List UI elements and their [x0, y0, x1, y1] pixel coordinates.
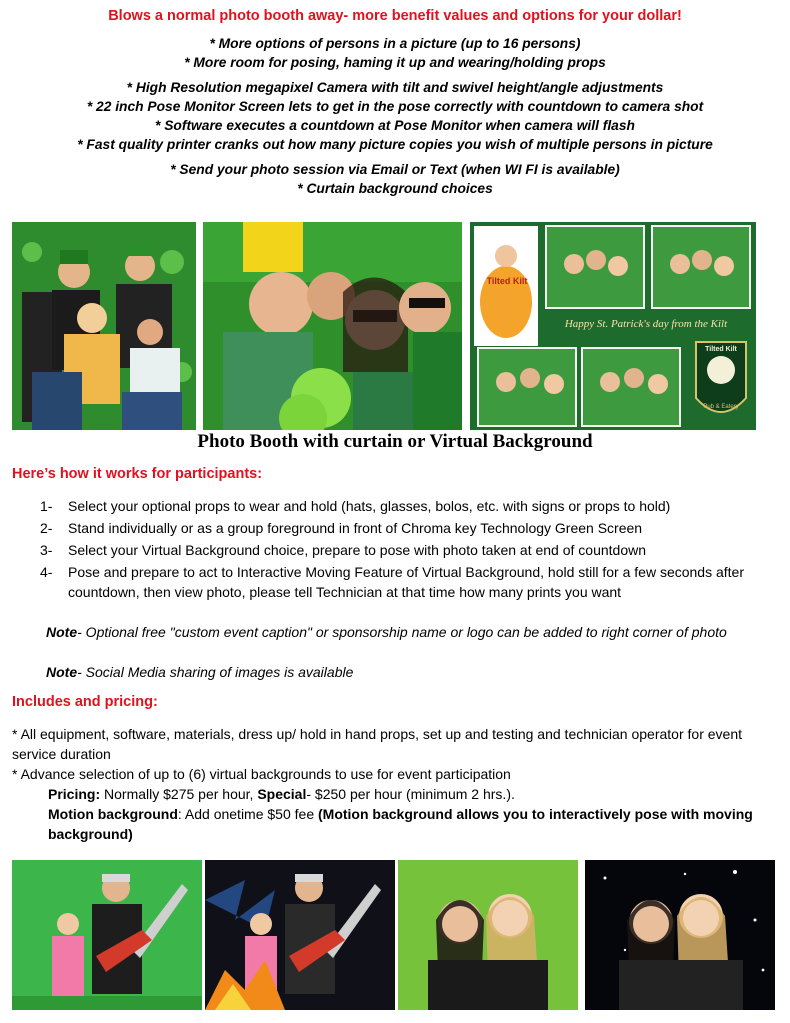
step-item — [40, 496, 780, 516]
step-number: 2- — [40, 520, 53, 536]
step-item — [40, 540, 780, 560]
include-item: * All equipment, software, materials, dress up/ hold in hand props, set up and testing and technician operator for event service duration — [12, 726, 742, 762]
step-item — [40, 562, 780, 602]
pricing-normal: Normally $275 per hour, — [100, 786, 254, 802]
motion-text: : Add onetime $50 fee — [177, 806, 318, 822]
note-label: Note — [46, 624, 78, 640]
feature-item: * 22 inch Pose Monitor Screen lets to get in the pose correctly with countdown to camera shot — [86, 99, 704, 114]
headline: Blows a normal photo booth away- more benefit values and options for your dollar! — [108, 8, 682, 24]
photo-virtual-guitar — [205, 860, 395, 1010]
feature-item: * Curtain background choices — [297, 181, 493, 196]
steps-list — [40, 496, 780, 604]
photo-collage-tilted-kilt — [470, 222, 756, 430]
pricing-line — [12, 784, 782, 804]
feature-item: * High Resolution megapixel Camera with tilt and swivel height/angle adjustments — [126, 80, 664, 95]
step-number: 3- — [40, 542, 53, 558]
feature-list — [0, 34, 790, 204]
step-text: Select your Virtual Background choice, prepare to pose with photo taken at end of countdown — [68, 542, 646, 558]
feature-group-1 — [0, 34, 790, 72]
motion-bold-text: (Motion background allows you to interactively pose with moving background) — [48, 806, 753, 842]
photo-green-screen-women — [398, 860, 578, 1010]
note-custom-caption — [46, 622, 766, 642]
motion-label: Motion background — [48, 806, 178, 822]
step-text: Pose and prepare to act to Interactive Moving Feature of Virtual Background, hold still for a few seconds after countdown, then view photo, please tell Technician at that time how many prints you want — [68, 564, 744, 600]
photo-virtual-stars-women — [585, 860, 775, 1010]
photo-party-closeup — [203, 222, 462, 430]
step-text: Select your optional props to wear and hold (hats, glasses, bolos, etc. with signs or props to hold) — [68, 498, 671, 514]
pricing-special-label: Special — [253, 786, 307, 802]
collage-logo-text: Tilted Kilt — [486, 276, 528, 286]
photo-green-screen-guitar — [12, 860, 202, 1010]
pricing-heading: Includes and pricing: — [12, 694, 158, 710]
step-text: Stand individually or as a group foreground in front of Chroma key Technology Green Screen — [68, 520, 643, 536]
pricing-special: - $250 per hour (minimum 2 hrs.). — [306, 786, 515, 802]
step-item — [40, 518, 780, 538]
feature-group-2 — [0, 78, 790, 154]
motion-line — [12, 804, 782, 844]
feature-group-3 — [0, 160, 790, 198]
photo-group-green-hats — [12, 222, 196, 430]
step-number: 1- — [40, 498, 53, 514]
feature-item: * Software executes a countdown at Pose Monitor when camera will flash — [155, 118, 635, 133]
feature-item: * Fast quality printer cranks out how many picture copies you wish of multiple persons in picture — [77, 137, 713, 152]
step-number: 4- — [40, 564, 53, 580]
includes-list — [12, 724, 782, 844]
pricing-label: Pricing: — [48, 786, 101, 802]
how-it-works-heading: Here’s how it works for participants: — [12, 466, 263, 482]
feature-item: * More options of persons in a picture (up to 16 persons) — [209, 36, 581, 51]
include-item: * Advance selection of up to (6) virtual backgrounds to use for event participation — [12, 766, 511, 782]
feature-item: * More room for posing, haming it up and wearing/holding props — [184, 55, 606, 70]
note-label: Note — [46, 664, 78, 680]
photo-caption: Photo Booth with curtain or Virtual Background — [197, 431, 593, 452]
note-text: - Optional free "custom event caption" or sponsorship name or logo can be added to right corner of photo — [77, 624, 727, 640]
crest-subtext: Pub & Eatery — [703, 404, 739, 410]
note-text: - Social Media sharing of images is available — [77, 664, 354, 680]
collage-caption: Happy St. Patrick's day from the Kilt — [564, 318, 728, 330]
feature-item: * Send your photo session via Email or Text (when WI FI is available) — [170, 162, 620, 177]
crest-text: Tilted Kilt — [705, 346, 737, 353]
note-social-media — [46, 662, 766, 682]
